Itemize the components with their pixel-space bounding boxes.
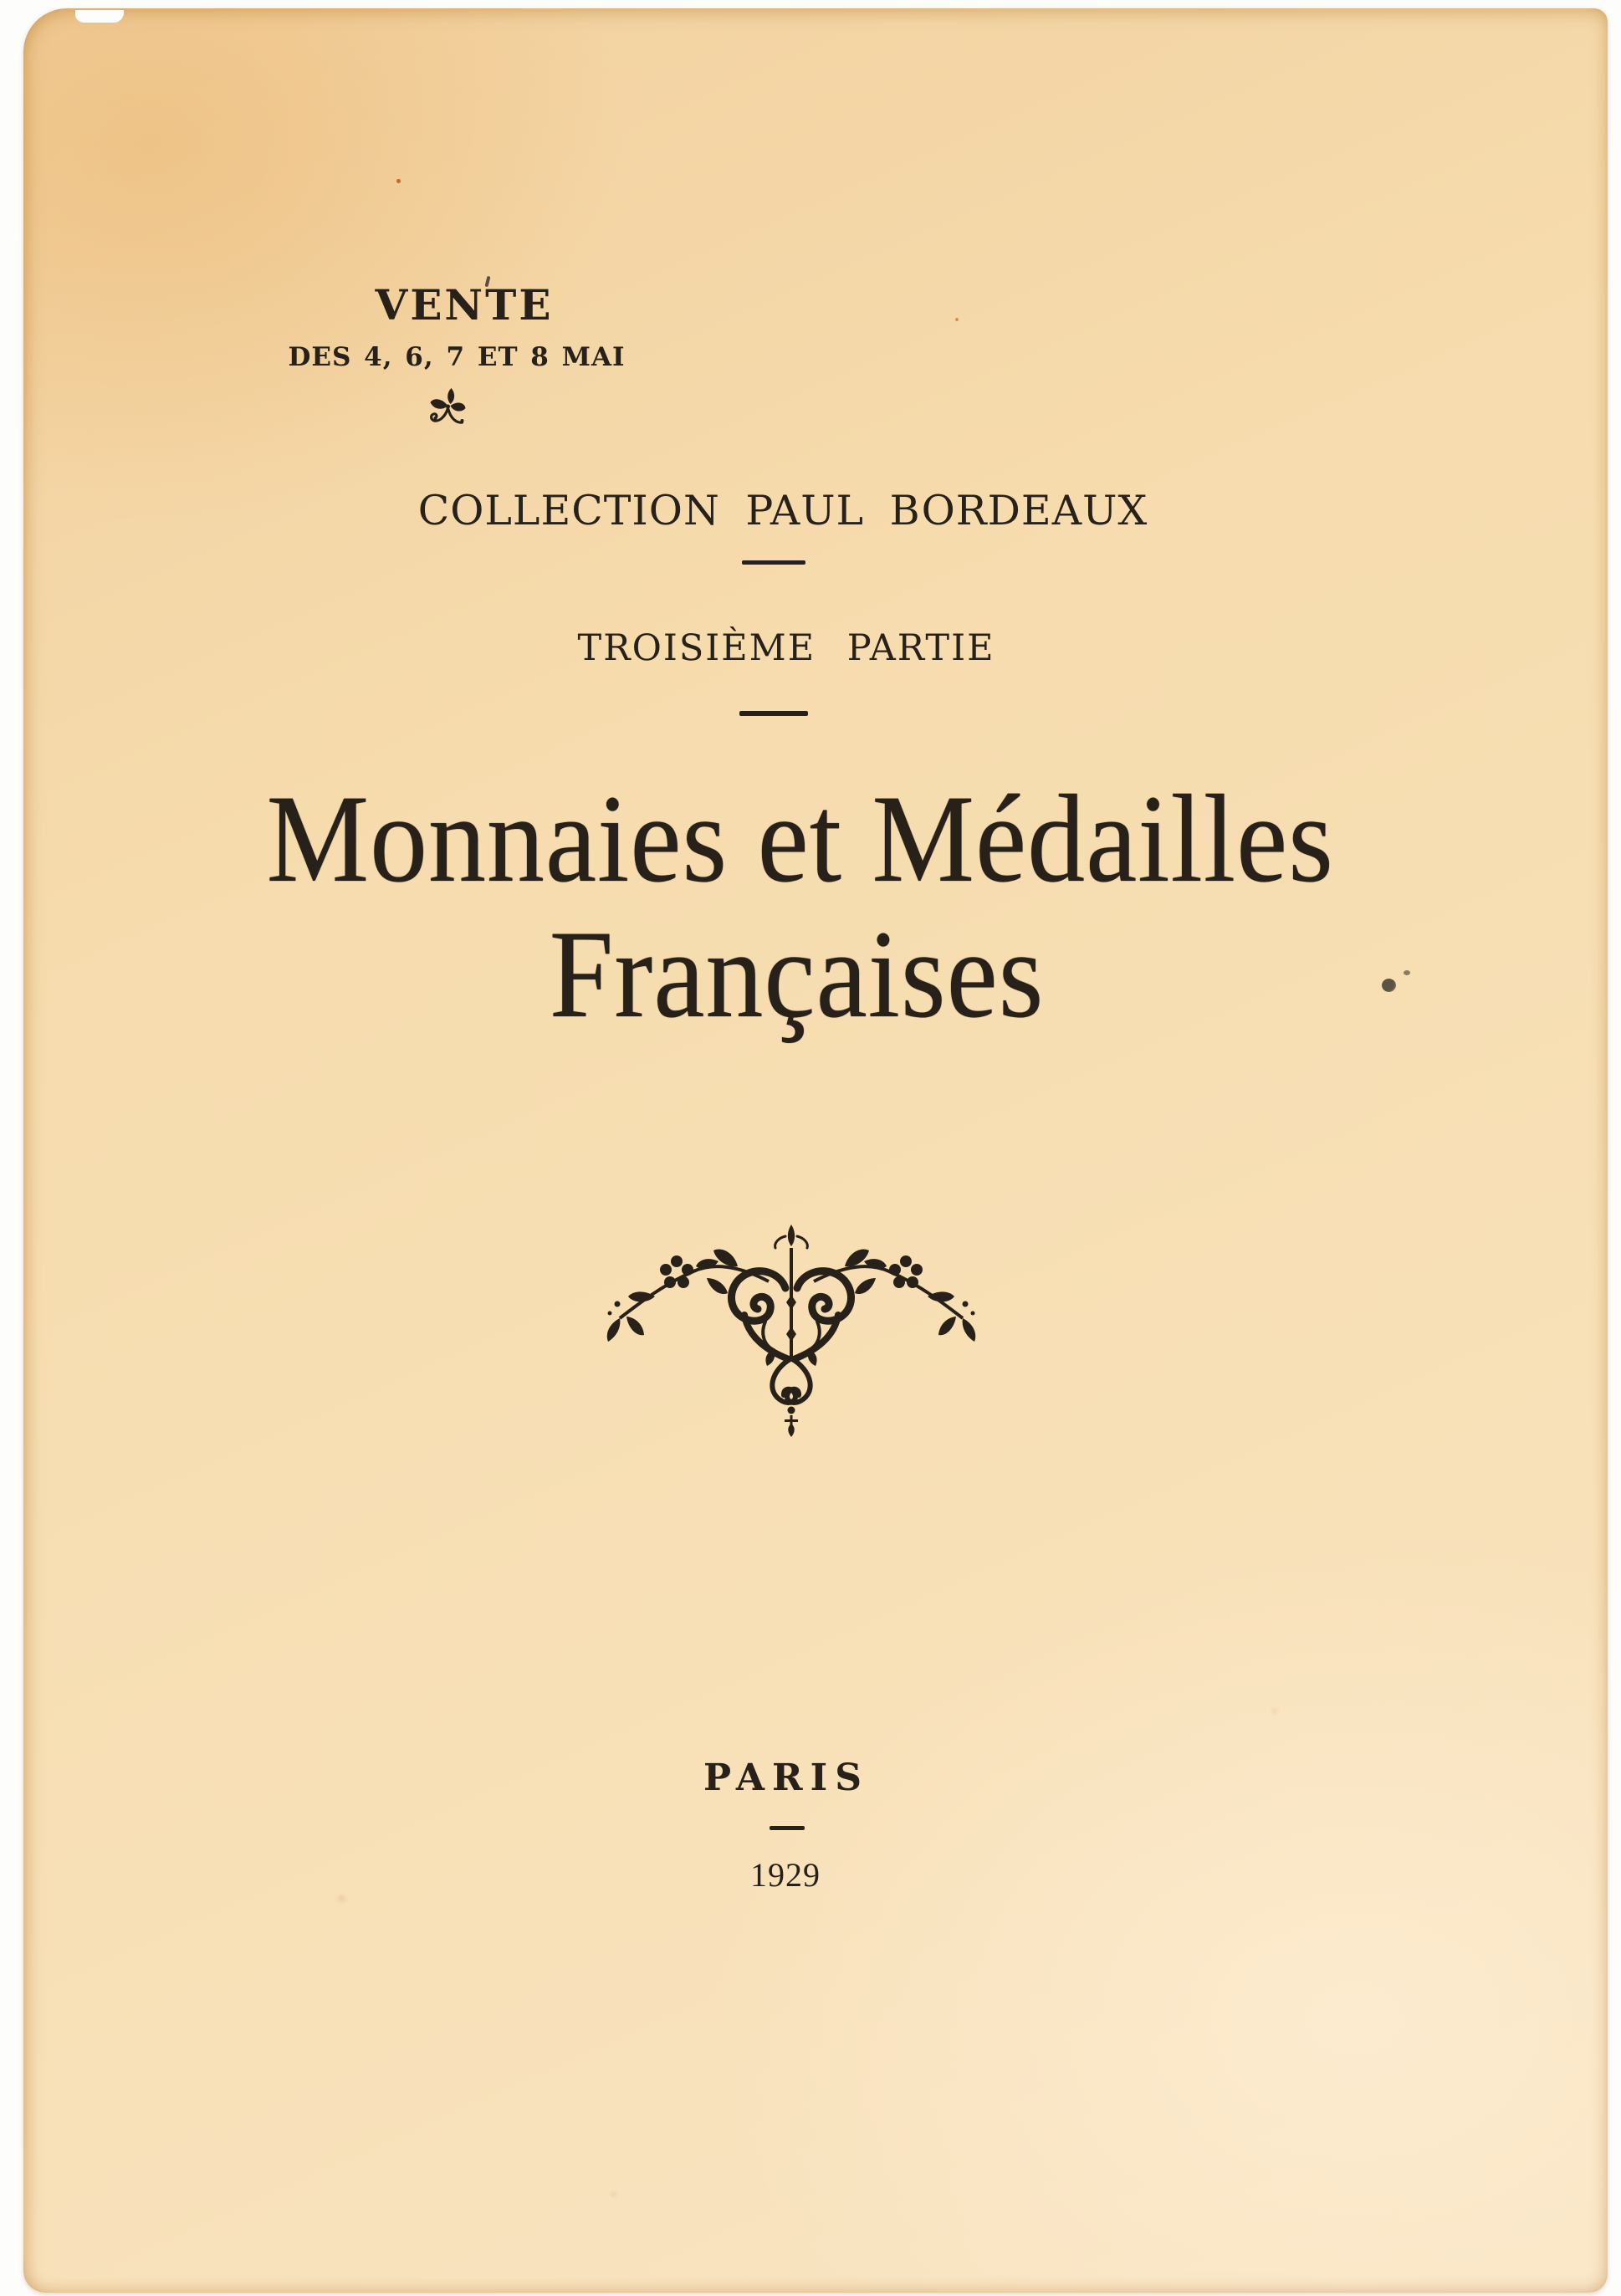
divider-rule xyxy=(739,711,808,716)
sale-label: VENTE xyxy=(375,280,554,330)
paper-speck xyxy=(955,318,959,321)
main-title-line1 xyxy=(8,770,1593,908)
paper-blemish xyxy=(1382,979,1396,992)
paper-blemish xyxy=(1404,970,1410,975)
sale-dates: DES 4, 6, 7 ET 8 MAI xyxy=(288,342,626,372)
floral-vignette-icon xyxy=(595,1223,988,1439)
main-title-line2-text: Françaises xyxy=(550,905,1045,1044)
foxing-spot xyxy=(1271,1708,1277,1714)
imprint-year: 1929 xyxy=(750,1856,821,1894)
divider-rule xyxy=(770,1826,805,1830)
part-title: TROISIÈME PARTIE xyxy=(577,627,995,669)
collection-title: COLLECTION PAUL BORDEAUX xyxy=(417,487,1148,534)
foxing-spot xyxy=(611,2191,617,2197)
main-title-line2 xyxy=(5,905,1589,1044)
main-title-line1-text: Monnaies et Médailles xyxy=(266,770,1335,908)
foxing-spot xyxy=(338,1895,345,1902)
divider-rule xyxy=(742,560,805,565)
fleuron-icon xyxy=(427,386,467,435)
imprint-city: PARIS xyxy=(703,1757,869,1799)
paper-speck xyxy=(396,179,401,183)
catalog-cover xyxy=(23,8,1608,2293)
paper-edge-chip xyxy=(75,10,124,23)
